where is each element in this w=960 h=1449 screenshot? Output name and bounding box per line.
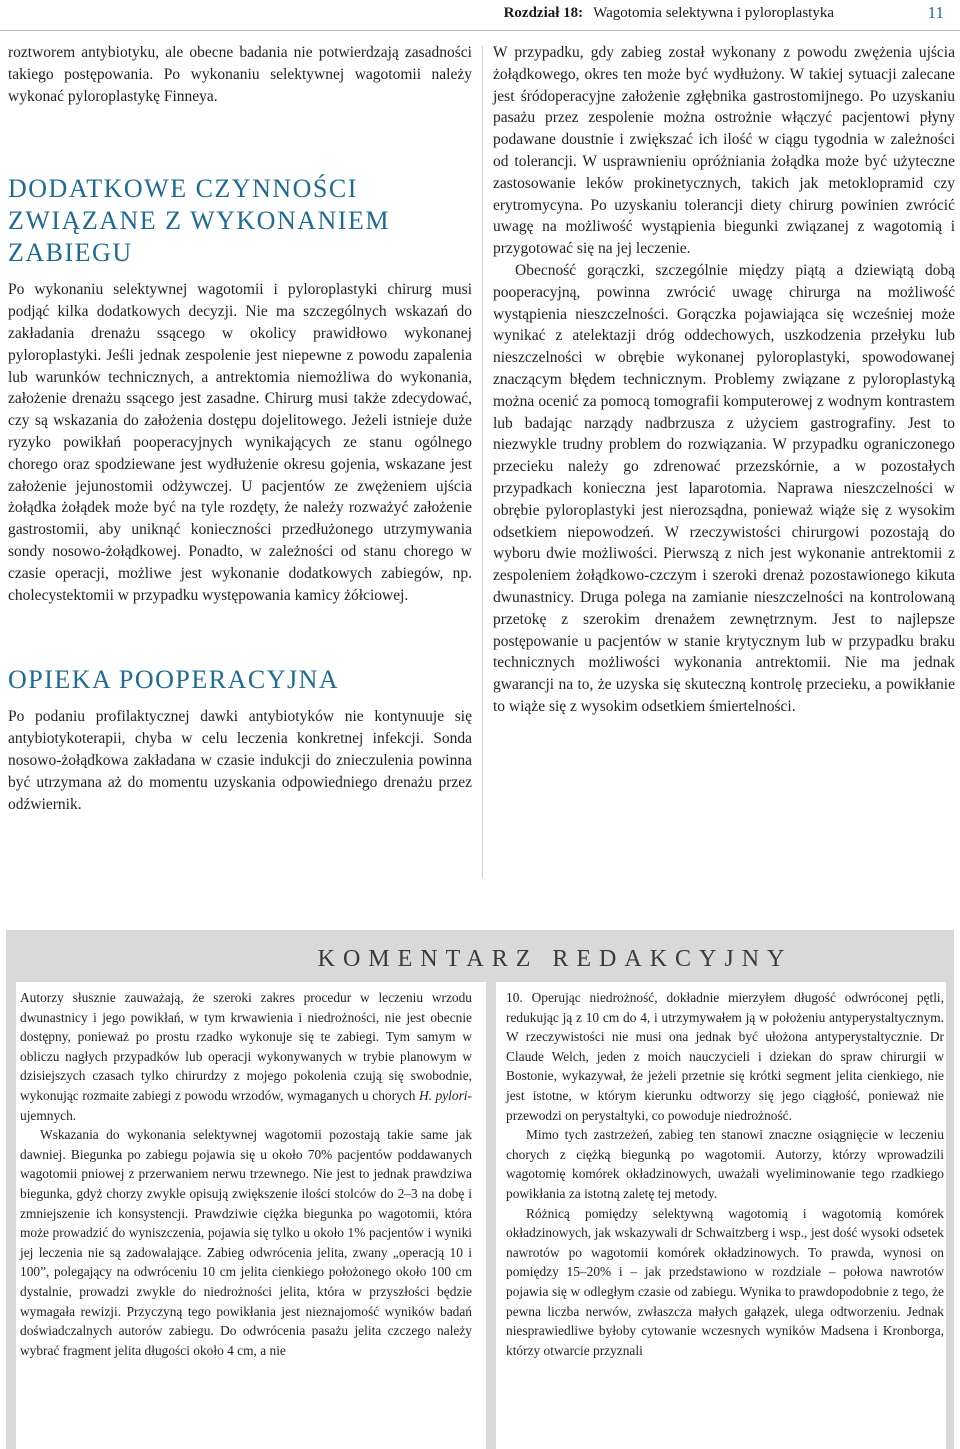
- commentary-left-paragraph-2: Wskazania do wykonania selektywnej wagotomii pozostają takie same jak dawniej. Biegunka po zabiegu pojawia się u około 70% pacjentów poddawanych wagotomii pniowej z przerwaniem nerwu trzewnego. Nie jest to jednak prawdziwa biegunka, gdyż chorzy zwykle opisują zwiększenie ilości stolców do 2–3 na dobę i zmniejszenie ich konsystencji. Prawdziwie ciężka biegunka po wagotomii, która może prowadzić do wyniszczenia, pojawia się tylko u około 1% pacjentów i wyniki jej leczenia nie są zadowalające. Zabieg odwrócenia jelita, zwany „operacją 10 i 100”, polegający na odwróceniu 10 cm jelita cienkiego położonego około 100 cm dystalnie, prowadzi zwykle do niedrożności jelita, która w przyszłości będzie wymagała rewizji. Przyczyną tego powikłania jest nieznajomość wyników badań doświadczalnych autorów zabiegu. Do odwrócenia pasażu jelita czczego należy wybrać fragment jelita długości około 4 cm, a nie: [20, 1127, 472, 1358]
- chapter-label: Rozdział 18:: [503, 5, 584, 21]
- header-rule: [0, 30, 960, 31]
- chapter-title: Wagotomia selektywna i pyloroplastyka: [593, 5, 834, 21]
- commentary-right-column: [506, 988, 944, 1360]
- commentary-right-paragraph-1: 10. Operując niedrożność, dokładnie mierzyłem długość odwróconej pętli, redukując ją z 10 cm do 4, i utrzymywałem ją w położeniu antyperystaltycznym. W rzeczywistości nie musi ona jednak być ułożona antyperystaltycznie. Dr Claude Welch, jeden z moich nauczycieli i dziekan do spraw chirurgii w Bostonie, wykazywał, że jeżeli przetnie się krótki segment jelita cienkiego, nie jest istotne, w którym kierunku odtworzy się jego ciągłość, ponieważ nie przewodzi on perystaltyki, co powoduje niedrożność.: [506, 990, 944, 1123]
- commentary-text-part: Autorzy słusznie zauważają, że szeroki zakres procedur w leczeniu wrzodu dwunastnicy i jego powikłań, w tym krwawienia i niedrożności, nie jest obecnie dostępny, ponieważ po prostu rzadko wykonuje się te zabiegi. Tym samym w obliczu nagłych przypadków lub operacji wykonywanych w trybie planowym w dzisiejszych czasach tylko chirurdzy z mojego pokolenia czują się swobodnie, wykonując rozmaite zabiegi z powodu wrzodów, wymaganych u chorych: [20, 990, 472, 1103]
- commentary-title: KOMENTARZ REDAKCYJNY: [317, 946, 793, 972]
- commentary-right-paragraph-2: Mimo tych zastrzeżeń, zabieg ten stanowi znaczne osiągnięcie w leczeniu chorych z ciężką biegunką po wagotomii. Autorzy, którzy wprowadzili wagotomię komórek okładzinowych, uważali wyeliminowanie tego rzadkiego powikłania za istotną zaletę tej metody.: [506, 1127, 944, 1201]
- section-heading-postoperative-care: OPIEKA POOPERACYJNA: [8, 665, 340, 695]
- right-paragraph-2: Obecność gorączki, szczególnie między piątą a dziewiątą dobą pooperacyjną, powinna zwrócić uwagę chirurga na możliwość wystąpienia nieszczelności. Gorączka pojawiająca się wcześniej może wynikać z atelektazji dróg oddechowych, uszkodzenia przełyku lub nieszczelności w obrębie wykonanej pyloroplastyki, spowodowanej znaczącym błędem technicznym. Problemy związane z pyloroplastyką można ocenić za pomocą tomografii komputerowej z wodnym kontrastem lub badając narządy nadbrzusza z użyciem gastrografiny. Jest to niezwykle trudny problem do rozwiązania. W przypadku ograniczonego przecieku należy go zdrenować przezskórnie, a w pozostałych przypadkach konieczna jest laparotomia. Naprawa nieszczelności w obrębie pyloroplastyki jest nierozsądna, ponieważ wiąże się z wysokim odsetkiem niepowodzeń. W rzeczywistości chirurgowi pozostają do wyboru dwie możliwości. Pierwszą z nich jest wykonanie antrektomii z zespoleniem żołądkowo-czczym i szeroki drenaż pozostawionego kikuta dwunastnicy. Druga polega na zamianie nieszczelności na kontrolowaną przetokę z szerokim drenażem zewnętrznym. Jest to najlepsze postępowanie u pacjentów w stanie krytycznym lub w przypadku braku technicznych możliwości wykonania antrektomii. Nie ma jednak gwarancji na to, że uzyska się skuteczną kontrolę przecieku, a powikłanie to wiąże się z wysokim odsetkiem śmiertelności.: [493, 261, 955, 715]
- intro-paragraph: roztworem antybiotyku, ale obecne badania nie potwierdzają zasadności takiego postępowania. Po wykonaniu selektywnej wagotomii należy wykonać pyloroplastykę Finneya.: [8, 44, 472, 105]
- right-column: [493, 42, 955, 718]
- section-heading-additional-procedures: DODATKOWE CZYNNOŚCI ZWIĄZANE Z WYKONANIEM ZABIEGU: [8, 174, 390, 268]
- left-column: [8, 42, 472, 815]
- right-paragraph-1: W przypadku, gdy zabieg został wykonany z powodu zwężenia ujścia żołądkowego, okres ten może być wydłużony. W takiej sytuacji zalecane jest śródoperacyjne założenie zgłębnika gastrostomijnego. Po uzyskaniu pasażu przez zespolenie można ostrożnie włączyć pacjentowi płyny podawane doustnie i zwiększać ich ilość w ciągu tygodnia w zależności od tolerancji. W usprawnieniu opróżniania żołądka może być użyteczne zastosowanie leków prokinetycznych, takich jak metoklopramid czy erytromycyna. Po uzyskaniu tolerancji diety chirurg powinien zwrócić uwagę na możliwość wystąpienia biegunki związanej z wagotomią i przygotować się na jej leczenie.: [493, 44, 955, 258]
- commentary-text-part: -ujemnych.: [20, 1087, 472, 1123]
- commentary-italic-term: H. pylori: [418, 1087, 468, 1103]
- commentary-left-column: [20, 988, 472, 1360]
- additional-procedures-paragraph: Po wykonaniu selektywnej wagotomii i pyloroplastyki chirurg musi podjąć kilka dodatkowych decyzji. Nie ma szczególnych wskazań do zakładania drenażu ssącego w okolicy prawidłowo wykonanej pyloroplastyki. Jeśli jednak zespolenie jest niepewne z powodu zapalenia lub warunków technicznych, a antrektomia niemożliwa do wykonania, założenie drenażu ssącego jest zasadne. Chirurg musi także zdecydować, czy są wskazania do założenia dostępu dojelitowego. Jeżeli istnieje duże ryzyko powikłań pooperacyjnych wynikających ze stanu ogólnego chorego oraz spodziewane jest wydłużenie okresu gojenia, wskazane jest założenie jejunostomii odżywczej. U pacjentów ze zwężeniem ujścia żołądka żołądek może być na tyle rozdęty, że należy rozważyć założenie gastrostomii, aby uniknąć konieczności przedłużonego utrzymywania sondy nosowo-żołądkowej. Ponadto, w zależności od stanu chorego w czasie operacji, możliwe jest wykonanie dodatkowych zabiegów, np. cholecystektomii w przypadku występowania kamicy żółciowej.: [8, 281, 472, 604]
- running-header: [0, 0, 960, 30]
- chapter-heading: [504, 5, 834, 22]
- editorial-commentary-box: [6, 930, 954, 1449]
- page-number: 11: [927, 3, 944, 22]
- column-divider: [482, 46, 483, 878]
- commentary-left-paragraph-1: [20, 988, 472, 1125]
- postoperative-care-paragraph: Po podaniu profilaktycznej dawki antybiotyków nie kontynuuje się antybiotykoterapii, chyba w celu leczenia konkretnej infekcji. Sonda nosowo-żołądkowa zakładana w czasie indukcji do znieczulenia powinna być utrzymana aż do momentu uzyskania odpowiedniego drenażu przez odźwiernik.: [8, 708, 472, 813]
- commentary-right-paragraph-3: Różnicą pomiędzy selektywną wagotomią i wagotomią komórek okładzinowych, jak wskazywali dr Schwaitzberg i wsp., jest dość wysoki odsetek nawrotów po wagotomii komórek okładzinowych. To prawda, wynosi on pomiędzy 15–20% i – jak przedstawiono w rozdziale – połowa nawrotów pojawia się w odległym czasie od zabiegu. Wynika to prawdopodobnie z tego, że pewna liczba nerwów, zwłaszcza małych gałązek, ulega odtworzeniu. Jednak niesprawiedliwe byłoby cytowanie wczesnych wyników Madsena i Kronborga, którzy otwarcie przyznali: [506, 1205, 944, 1358]
